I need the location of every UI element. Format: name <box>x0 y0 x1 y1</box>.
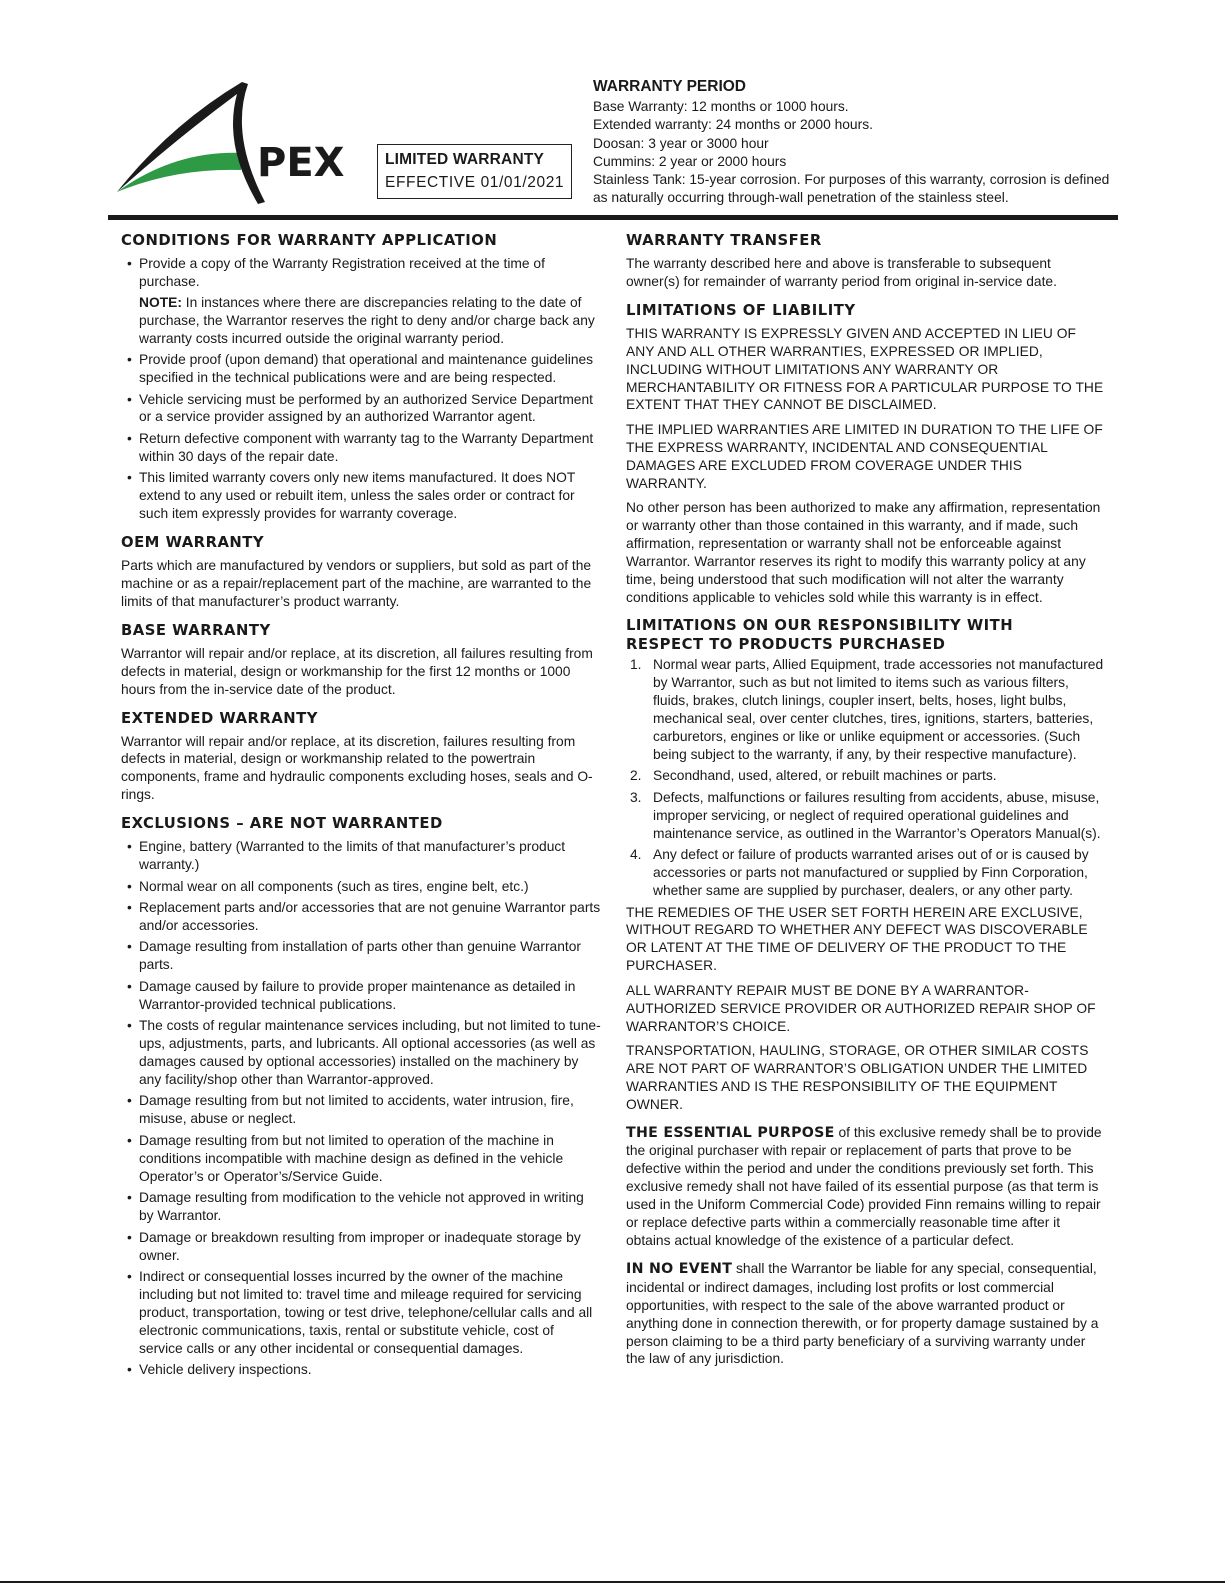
item-number: 3. <box>630 789 642 805</box>
warranty-period-line: Doosan: 3 year or 3000 hour <box>593 135 769 151</box>
transfer-text: The warranty described here and above is transferable to subsequent owner(s) for remainder of warranty period from original in-service date. <box>626 256 1057 289</box>
header-divider <box>108 215 1118 220</box>
note-label: NOTE: <box>139 294 182 310</box>
liability-paragraph: No other person has been authorized to make any affirmation, representation or warranty other than those contained in this warranty, and if made, such affirmation, representation or warranty shall not be enforceable against Warrantor. Warrantor reserves its right to modify this warranty policy at any time, being understood that such modification will not alter the warranty conditions applicable to vehicles sold while this warranty is in effect. <box>626 499 1101 605</box>
list-item: • The costs of regular maintenance services including, but not limited to tune-ups, adjustments, parts, and lubricants. All optional accessories (as well as damages caused by optional accessories) installed on the machinery by any facility/shop other than Warrantor-approved. <box>121 1017 601 1089</box>
list-item: • Normal wear on all components (such as tires, engine belt, etc.) <box>121 878 601 896</box>
no-event-lead: IN NO EVENT <box>626 1260 733 1277</box>
exclusions-list <box>121 838 601 1379</box>
oem-heading: OEM WARRANTY <box>121 534 265 552</box>
item-text: Defects, malfunctions or failures resulting from accidents, abuse, misuse, improper servicing, or neglect of required operational guidelines and maintenance service, as outlined in the Warrantor’s Operators Manual(s). <box>653 789 1101 841</box>
exclusions-section <box>121 814 601 1379</box>
conditions-item: Provide a copy of the Warranty Registration received at the time of purchase. <box>139 256 545 289</box>
responsibility-heading-line1: LIMITATIONS ON OUR RESPONSIBILITY WITH <box>626 617 1014 635</box>
item-text: Secondhand, used, altered, or rebuilt machines or parts. <box>653 768 997 784</box>
list-item <box>626 789 1106 843</box>
liability-section <box>626 301 1106 607</box>
base-text: Warrantor will repair and/or replace, at its discretion, all failures resulting from defects in material, design or workmanship for the first 12 months or 1000 hours from the in-service date of the product. <box>121 645 593 697</box>
apex-logo-mark <box>115 80 350 205</box>
warranty-period-line: Extended warranty: 24 months or 2000 hours. <box>593 117 873 133</box>
warranty-period-line: Base Warranty: 12 months or 1000 hours. <box>593 99 849 114</box>
essential-purpose-lead: THE ESSENTIAL PURPOSE <box>626 1124 835 1141</box>
no-event-paragraph <box>626 1260 1106 1368</box>
responsibility-heading <box>626 616 1106 654</box>
liability-paragraph: THIS WARRANTY IS EXPRESSLY GIVEN AND ACCEPTED IN LIEU OF ANY AND ALL OTHER WARRANTIES, EXPRESSED OR IMPLIED, INCLUDING WITHOUT LIMITATIONS ANY WARRANTY OR MERCHANTABILITY OR FITNESS FOR A PARTICULAR PURPOSE TO THE EXTENT THAT THEY CANNOT BE DISCLAIMED. <box>626 325 1104 413</box>
note <box>139 294 601 348</box>
remedies-paragraph: THE REMEDIES OF THE USER SET FORTH HEREIN ARE EXCLUSIVE, WITHOUT REGARD TO WHETHER ANY DEFECT WAS DISCOVERABLE OR LATENT AT THE TIME OF DELIVERY OF THE PRODUCT TO THE PURCHASER. <box>626 904 1088 974</box>
footer-divider <box>0 1581 1225 1583</box>
transport-paragraph: TRANSPORTATION, HAULING, STORAGE, OR OTHER SIMILAR COSTS ARE NOT PART OF WARRANTOR’S OBLIGATION UNDER THE LIMITED WARRANTIES AND IS THE RESPONSIBILITY OF THE EQUIPMENT OWNER. <box>626 1042 1089 1112</box>
list-item <box>626 767 1106 785</box>
list-item <box>626 846 1106 900</box>
list-item: • Damage resulting from installation of parts other than genuine Warrantor parts. <box>121 938 601 974</box>
responsibility-heading-line2: RESPECT TO PRODUCTS PURCHASED <box>626 636 946 654</box>
list-item: • Engine, battery (Warranted to the limits of that manufacturer’s product warranty.) <box>121 838 601 874</box>
item-number: 4. <box>630 847 642 863</box>
limited-warranty-box <box>377 144 572 199</box>
essential-purpose-section <box>626 1124 1106 1250</box>
no-event-text: shall the Warrantor be liable for any special, consequential, incidental or indirect damages, including lost profits or lost commercial opportunities, with respect to the sale of the above warranted product or anything done in connection therewith, or for property damage sustained by a person claiming to be a third party beneficiary of a surviving warranty under the law of any jurisdiction. <box>626 1260 1099 1367</box>
warranty-period-line: Stainless Tank: 15-year corrosion. For purposes of this warranty, corrosion is defined as naturally occurring through-wall penetration of the stainless steel. <box>593 172 1110 206</box>
right-column <box>626 231 1106 1378</box>
conditions-section <box>121 231 601 523</box>
logo-a-stroke <box>117 82 265 204</box>
transfer-heading: WARRANTY TRANSFER <box>626 232 822 249</box>
list-item: • Vehicle delivery inspections. <box>121 1361 601 1379</box>
warranty-period-line: Cummins: 2 year or 2000 hours <box>593 153 787 169</box>
list-item <box>121 255 601 348</box>
list-item: • Damage resulting from modification to the vehicle not approved in writing by Warrantor. <box>121 1189 601 1225</box>
responsibility-list <box>626 656 1106 900</box>
base-section <box>121 621 601 699</box>
list-item: • Return defective component with warranty tag to the Warranty Department within 30 days of the repair date. <box>121 430 601 466</box>
liability-paragraph: THE IMPLIED WARRANTIES ARE LIMITED IN DURATION TO THE LIFE OF THE EXPRESS WARRANTY, INCIDENTAL AND CONSEQUENTIAL DAMAGES ARE EXCLUDED FROM COVERAGE UNDER THIS WARRANTY. <box>626 421 1103 491</box>
essential-purpose-paragraph <box>626 1124 1106 1250</box>
list-item: • Provide proof (upon demand) that operational and maintenance guidelines specified in the technical publications were and are being respected. <box>121 351 601 387</box>
effective-date: EFFECTIVE 01/01/2021 <box>385 174 565 191</box>
note-text: In instances where there are discrepancies relating to the date of purchase, the Warrantor reserves the right to deny and/or charge back any warranty costs incurred outside the original warranty period. <box>139 294 595 346</box>
warranty-period <box>593 76 1123 208</box>
item-number: 1. <box>630 657 642 673</box>
apex-logo <box>115 80 350 205</box>
extended-heading: EXTENDED WARRANTY <box>121 709 318 727</box>
essential-purpose-text: of this exclusive remedy shall be to provide the original purchaser with repair or replacement of parts that prove to be defective within the period and under the conditions previously set forth. This exclusive remedy shall not have failed of its essential purpose (as that term is used in the Uniform Commercial Code) provided Finn remains willing to repair or replace defective parts within a commercially reasonable time after it obtains actual knowledge of the existence of a particular defect. <box>626 1124 1102 1248</box>
list-item: • Indirect or consequential losses incurred by the owner of the machine including but not limited to: travel time and mileage required for servicing product, transportation, towing or test drive, telephone/cellular calls and all electronic communications, taxis, rental or substitute vehicle, cost of service calls or any other incidental or consequential damages. <box>121 1268 601 1358</box>
extended-text: Warrantor will repair and/or replace, at its discretion, failures resulting from defects in material, design or workmanship related to the powertrain components, frame and hydraulic components excluding hoses, seals and O-rings. <box>121 733 593 803</box>
item-text: Normal wear parts, Allied Equipment, trade accessories not manufactured by Warrantor, such as but not limited to items such as various filters, fluids, brakes, clutch linings, coupler insert, belts, hoses, light bulbs, mechanical seal, over center clutches, tires, ignitions, starters, batteries, carburetors, engines or like or unlike equipment or accessories. (Such being subject to the warranty, if any, by their respective manufacture). <box>653 657 1104 762</box>
list-item: • Replacement parts and/or accessories that are not genuine Warrantor parts and/or accessories. <box>121 899 601 935</box>
list-item <box>626 656 1106 763</box>
list-item: • Damage resulting from but not limited to operation of the machine in conditions incompatible with machine design as defined in the vehicle Operator’s or Operator’s/Service Guide. <box>121 1132 601 1186</box>
oem-text: Parts which are manufactured by vendors or suppliers, but sold as part of the machine or as a repair/replacement part of the machine, are warranted to the limits of that manufacturer’s product warranty. <box>121 558 592 609</box>
list-item: • This limited warranty covers only new items manufactured. It does NOT extend to any used or rebuilt item, unless the sales order or contract for such item expressly provides for warranty coverage. <box>121 469 601 523</box>
list-item: • Damage caused by failure to provide proper maintenance as detailed in Warrantor-provided technical publications. <box>121 978 601 1014</box>
oem-section <box>121 533 601 611</box>
conditions-list <box>121 255 601 523</box>
transfer-section <box>626 231 1106 291</box>
extended-section <box>121 709 601 805</box>
list-item: • Damage or breakdown resulting from improper or inadequate storage by owner. <box>121 1229 601 1265</box>
warranty-period-title: WARRANTY PERIOD <box>593 78 747 95</box>
repair-paragraph: ALL WARRANTY REPAIR MUST BE DONE BY A WARRANTOR-AUTHORIZED SERVICE PROVIDER OR AUTHORIZED REPAIR SHOP OF WARRANTOR’S CHOICE. <box>626 982 1096 1034</box>
list-item: • Vehicle servicing must be performed by an authorized Service Department or a service provider assigned by an authorized Warrantor agent. <box>121 391 601 427</box>
limited-warranty-label: LIMITED WARRANTY <box>385 151 545 168</box>
exclusions-heading: EXCLUSIONS – ARE NOT WARRANTED <box>121 815 443 833</box>
left-column <box>121 231 601 1389</box>
item-text: Any defect or failure of products warranted arises out of or is caused by accessories or parts not manufactured or supplied by Finn Corporation, whether same are supplied by purchaser, dealers, or any other party. <box>653 847 1089 899</box>
list-item: • Damage resulting from but not limited to accidents, water intrusion, fire, misuse, abuse or neglect. <box>121 1092 601 1128</box>
conditions-heading: CONDITIONS FOR WARRANTY APPLICATION <box>121 232 498 249</box>
logo-text: PEX <box>257 140 345 186</box>
item-number: 2. <box>630 768 642 784</box>
liability-heading: LIMITATIONS OF LIABILITY <box>626 301 856 319</box>
base-heading: BASE WARRANTY <box>121 621 271 639</box>
no-event-section <box>626 1260 1106 1368</box>
responsibility-section <box>626 616 1106 1113</box>
